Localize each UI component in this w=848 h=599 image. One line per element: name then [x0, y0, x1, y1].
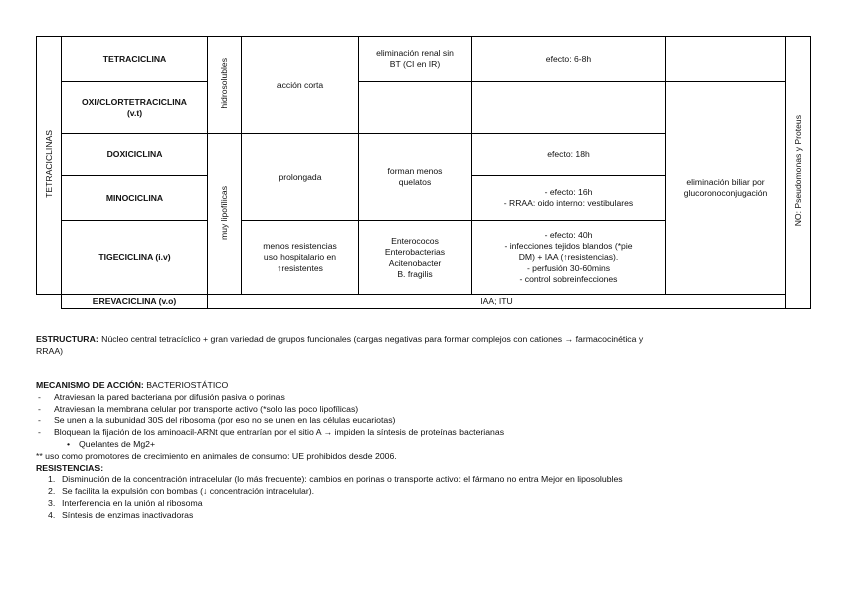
group-label: TETRACICLINAS — [43, 130, 54, 198]
drug-oxi: OXI/CLORTETRACICLINA (v.t) — [62, 82, 208, 134]
duration-prolongada: prolongada — [242, 134, 359, 221]
resistencias-label: RESISTENCIAS: — [36, 462, 104, 473]
quelatos-cell: forman menos quelatos — [359, 134, 472, 221]
drug-doxiciclina: DOXICICLINA — [62, 134, 208, 176]
drug-erevaciclina: EREVACICLINA (v.o) — [62, 295, 208, 309]
mecanismo-label: MECANISMO DE ACCIÓN: — [36, 380, 144, 390]
drug-minociclina: MINOCICLINA — [62, 176, 208, 221]
list-item: - Atraviesan la membrana celular por transporte activo (*solo las poco lipofílicas) — [54, 404, 826, 416]
empty-cell — [472, 82, 666, 134]
empty-cell — [359, 82, 472, 134]
estructura-text: Núcleo central tetracíclico + gran variedad de grupos funcionales (cargas negativas para formar complejos con cationes → farmacocinética y — [98, 334, 644, 344]
estructura-text-2: RRAA) — [36, 345, 64, 356]
tetracyclines-table — [36, 36, 811, 309]
no-label-cell — [786, 37, 811, 309]
estructura-label: ESTRUCTURA: — [36, 334, 99, 344]
mecanismo-section — [36, 380, 826, 522]
group-label-cell — [37, 37, 62, 295]
list-item: 1. Disminución de la concentración intracelular (lo más frecuente): cambios en porinas o transporte activo: el fármano no entra Mejor en liposolubles — [48, 474, 623, 485]
empty-cell — [666, 37, 786, 82]
list-item: - Atraviesan la pared bacteriana por difusión pasiva o porinas — [54, 392, 826, 404]
sub-list-item: • Quelantes de Mg2+ — [79, 439, 826, 451]
list-item: - Bloquean la fijación de los aminoacil-ARNt que entrarían por el sitio A → impiden la síntesis de proteínas bacterianas — [54, 427, 826, 439]
mecanismo-value: BACTERIOSTÁTICO — [143, 380, 229, 390]
promotores-note: ** uso como promotores de crecimiento en animales de consumo: UE prohibidos desde 2006. — [36, 450, 397, 461]
list-item: 2. Se facilita la expulsión con bombas (↓ concentración intracelular). — [48, 486, 315, 497]
effect-doxi: efecto: 18h — [472, 134, 666, 176]
duration-corta: acción corta — [242, 37, 359, 134]
drug-tetraciclina: TETRACICLINA — [62, 37, 208, 82]
effect-mino: - efecto: 16h - RRAA: oido interno: vestibulares — [472, 176, 666, 221]
no-label: NO: Pseudomonas y Proteus — [792, 115, 803, 227]
duration-tige: menos resistencias uso hospitalario en ↑resistentes — [242, 221, 359, 295]
blank-cell — [37, 295, 62, 309]
solubility-hidro-cell — [208, 37, 242, 134]
effect-tetra: efecto: 6-8h — [472, 37, 666, 82]
elim-renal-cell: eliminación renal sin BT (CI en IR) — [359, 37, 472, 82]
effect-tige: - efecto: 40h - infecciones tejidos blandos (*pie DM) + IAA (↑resistencias). - perfusión 30-60mins - control sobreinfecciones — [472, 221, 666, 295]
solubility-hidro: hidrosolubles — [219, 58, 229, 109]
elimination-cell: eliminación biliar por glucoronoconjugación — [666, 82, 786, 295]
list-item: - Se unen a la subunidad 30S del ribosoma (por eso no se unen en las células eucariotas) — [54, 415, 826, 427]
estructura-section — [36, 334, 826, 358]
drug-tigeciclina: TIGECICLINA (i.v) — [62, 221, 208, 295]
ereva-row-text: IAA; ITU — [208, 295, 786, 309]
spectrum-tige: Enterococos Enterobacterias Acitenobacter B. fragilis — [359, 221, 472, 295]
solubility-lipo-cell — [208, 134, 242, 295]
list-item: 3. Interferencia en la unión al ribosoma — [48, 497, 203, 508]
solubility-lipo: muy lipofílicas — [219, 185, 229, 240]
list-item: 4. Síntesis de enzimas inactivadoras — [48, 509, 194, 520]
